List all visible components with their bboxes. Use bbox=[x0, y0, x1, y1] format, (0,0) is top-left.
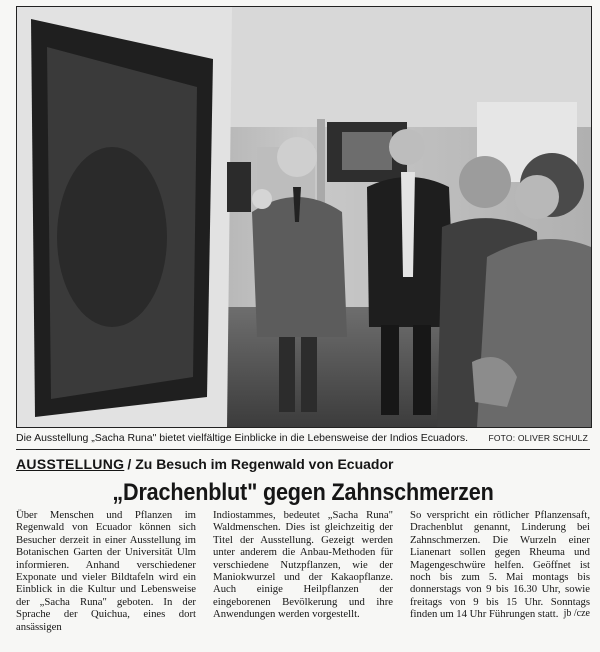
exhibition-photo-illustration bbox=[17, 7, 591, 427]
kicker-separator: / bbox=[127, 456, 132, 472]
article-body bbox=[16, 509, 590, 647]
photo-caption bbox=[16, 429, 590, 447]
body-column-3-text: So verspricht ein rötlicher Pflanzensaft, Drachenblut genannt, Linderung bei Zahnschmerzen. Die Wurzeln einer Lianenart sollen gegen Rheuma und Magengeschwüre helfen. Geöffnet ist noch bis zum 5. Mai montags bis donnerstags von 9 bis 16.30 Uhr, sowie freitags von 9 bis 15 Uhr. Sonntags finden um 14 Uhr Führungen statt. bbox=[410, 509, 590, 621]
author-initials: jb /cze bbox=[563, 608, 590, 620]
body-column-1: Über Menschen und Pflanzen im Regenwald von Ecuador können sich Besucher derzeit in einer Ausstellung im Botanischen Garten der Universität Ulm informieren. Anhand verschiedener Exponate und vieler Bildtafeln wird ein Einblick in die Kultur und Lebensweise der „Sacha Runa" geboten. In der Sprache der Quichua, eines dort ansässigen bbox=[16, 509, 196, 633]
body-column-3 bbox=[410, 509, 590, 647]
photo-credit: FOTO: OLIVER SCHULZ bbox=[488, 433, 588, 443]
divider-line bbox=[16, 449, 590, 450]
kicker-subtitle: Zu Besuch im Regenwald von Ecuador bbox=[135, 456, 394, 472]
body-column-2: Indiostammes, bedeutet „Sacha Runa" Waldmenschen. Dies ist gleichzeitig der Titel der Ausstellung. Gezeigt werden unter anderem die Anbau-Methoden für verschiedene Nutzpflanzen, wie der Maniokwurzel und der Kakaopflanze. Auch einige Heilpflanzen der eingeborenen Bevölkerung und ihre Anwendungen werden vorgestellt. bbox=[213, 509, 393, 621]
kicker-topic: AUSSTELLUNG bbox=[16, 456, 125, 472]
article-photo bbox=[16, 6, 592, 428]
article-kicker bbox=[16, 454, 590, 474]
article-headline: „Drachenblut" gegen Zahnschmerzen bbox=[112, 479, 494, 506]
caption-text: Die Ausstellung „Sacha Runa" bietet vielfältige Einblicke in die Lebensweise der Indios Ecuadors. bbox=[16, 432, 468, 444]
